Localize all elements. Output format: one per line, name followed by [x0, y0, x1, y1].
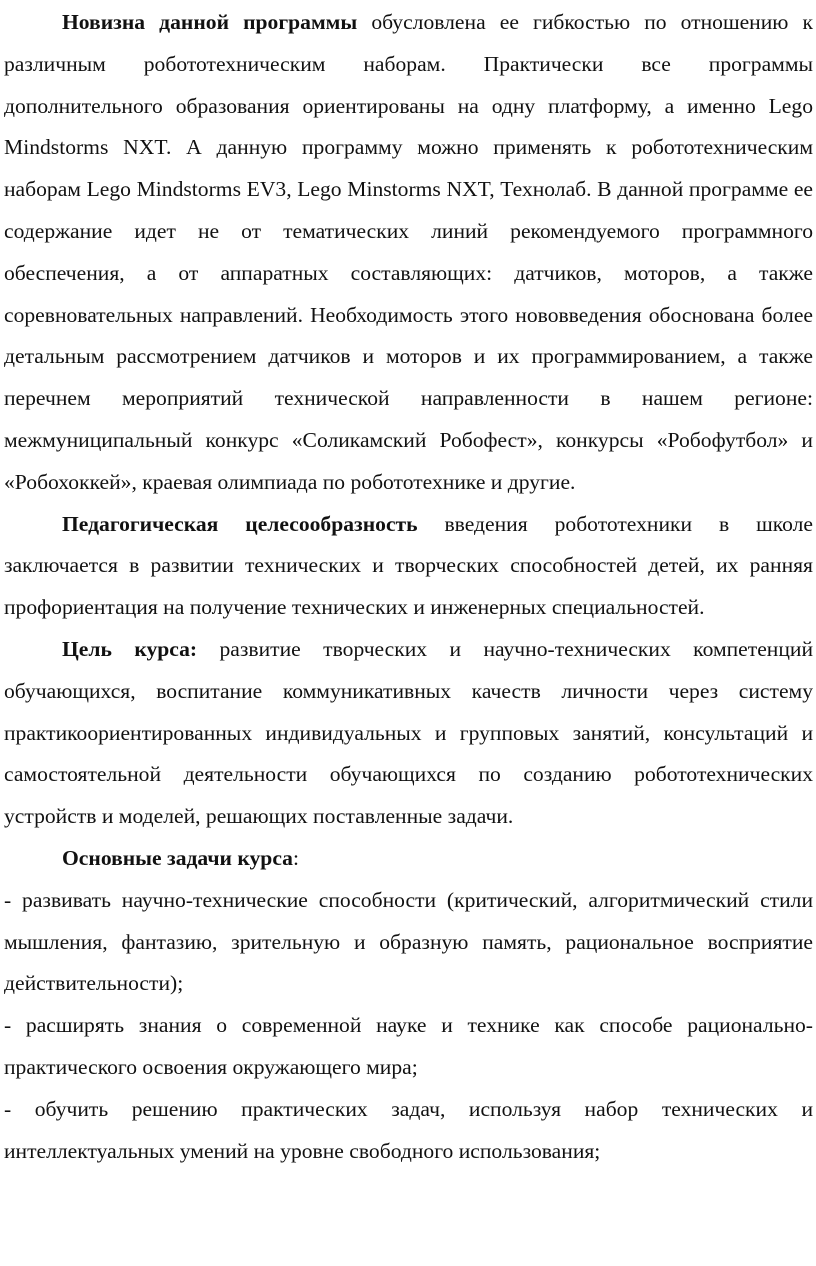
novelty-text: обусловлена ее гибкостью по отношению к различным робототехническим наборам. Практически все программы дополнительного образования ориентированы на одну платформу, а именно Lego Mindstorms NXT. А данную программу можно применять к робототехническим наборам Lego Mindstorms EV3, Lego Minstorms NXT, Технолаб. В данной программе ее содержание идет не от тематических линий рекомендуемого программного обеспечения, а от аппаратных составляющих: датчиков, моторов, а также соревновательных направлений. Необходимость этого нововведения обоснована более детальным рассмотрением датчиков и моторов и их программированием, а также перечнем мероприятий технической направленности в нашем регионе: межмуниципальный конкурс «Соликамский Робофест», конкурсы «Робофутбол» и «Робохоккей», краевая олимпиада по робототехнике и другие.	[4, 10, 813, 494]
task-item-3: - обучить решению практических задач, используя набор технических и интеллектуальных умений на уровне свободного использования;	[4, 1096, 813, 1163]
document-page	[4, 2, 813, 1172]
task-item-2: - расширять знания о современной науке и технике как способе рационально-практического освоения окружающего мира;	[4, 1013, 813, 1079]
paragraph-novelty	[4, 2, 813, 504]
paragraph-tasks-heading	[4, 838, 813, 880]
goal-heading: Цель курса:	[62, 636, 198, 661]
pedagogy-text: введения робототехники в школе заключается в развитии технических и творческих способностей детей, их ранняя профориентация на получение технических и инженерных специальностей.	[4, 511, 813, 620]
goal-text: развитие творческих и научно-технических компетенций обучающихся, воспитание коммуникативных качеств личности через систему практикоориентированных индивидуальных и групповых занятий, консультаций и самостоятельной деятельности обучающихся по созданию робототехнических устройств и моделей, решающих поставленные задачи.	[4, 636, 814, 829]
novelty-heading: Новизна данной программы	[62, 10, 358, 34]
tasks-heading: Основные задачи курса	[62, 845, 293, 870]
paragraph-goal	[4, 629, 813, 838]
tasks-heading-colon: :	[292, 845, 299, 870]
task-item-1: - развивать научно-технические способности (критический, алгоритмический стили мышления, фантазию, зрительную и образную память, рациональное восприятие действительности);	[4, 887, 813, 996]
pedagogy-heading: Педагогическая целесообразность	[62, 511, 418, 536]
paragraph-pedagogy	[4, 504, 813, 629]
